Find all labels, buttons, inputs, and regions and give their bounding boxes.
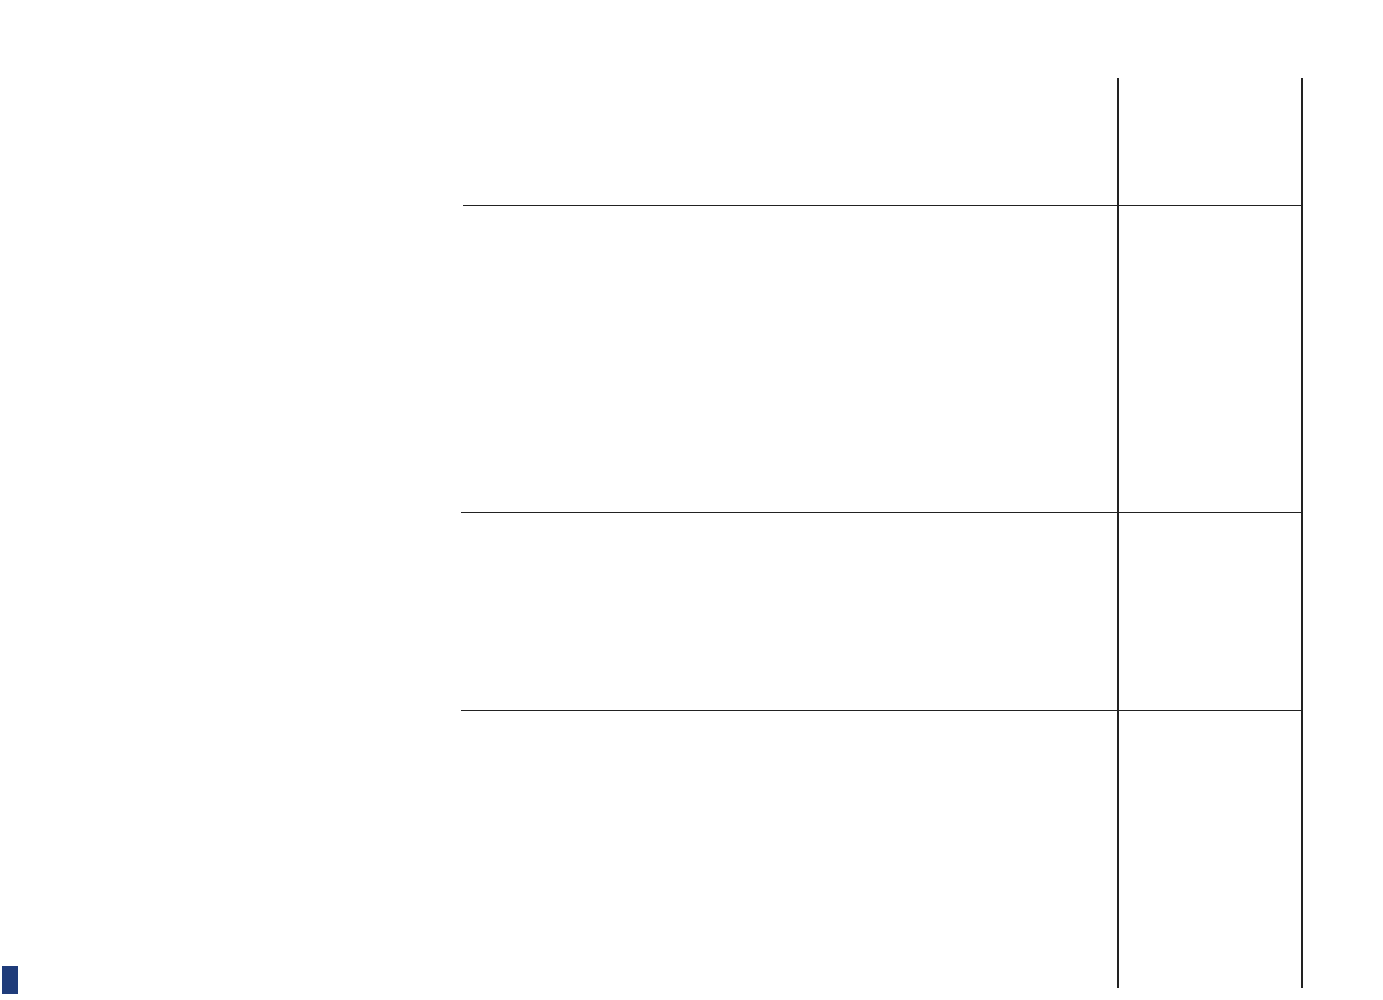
dfg-logo	[2, 966, 18, 994]
running-header	[1357, 52, 1377, 982]
group-divider-2	[461, 710, 1301, 711]
funding-note	[4, 605, 24, 960]
top-rule	[1301, 78, 1303, 988]
group-divider-1	[461, 512, 1301, 513]
head-rule	[1117, 78, 1119, 988]
label-divider	[463, 205, 1303, 206]
